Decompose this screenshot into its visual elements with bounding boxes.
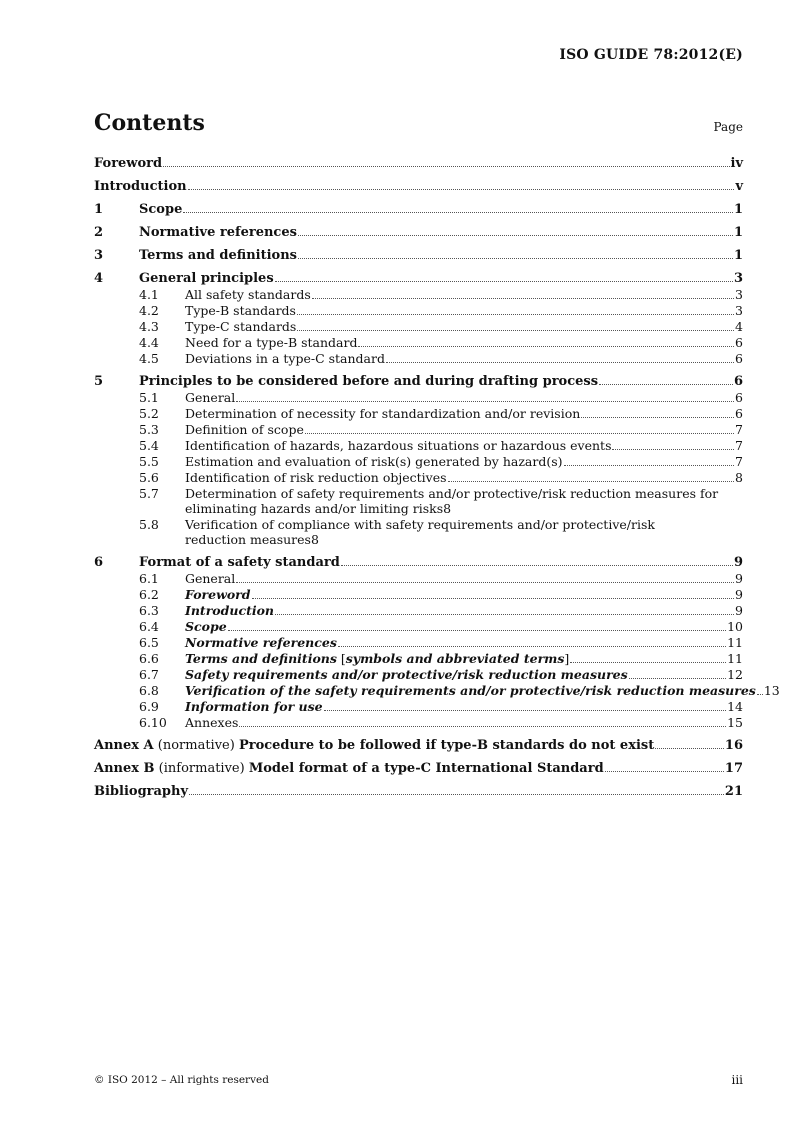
leader-dots [599, 384, 733, 385]
leader-dots [163, 166, 729, 167]
leader-dots [341, 565, 733, 566]
toc-subsection-4-3[interactable]: 4.3 Type-C standards 4 [139, 319, 743, 334]
toc-subsection-6-8[interactable]: 6.8 Verification of the safety requirements and/or protective/risk reduction measures 13 [139, 683, 780, 698]
toc-section-4[interactable]: 4 General principles 3 [94, 271, 743, 286]
toc-section-5[interactable]: 5 Principles to be considered before and during drafting process 6 [94, 374, 743, 389]
leader-dots [757, 694, 763, 695]
leader-dots [252, 598, 735, 599]
leader-dots [605, 771, 724, 772]
leader-dots [312, 298, 734, 299]
leader-dots [239, 726, 726, 727]
title-row [94, 110, 743, 140]
toc-bibliography[interactable]: Bibliography 21 [94, 784, 743, 799]
toc-annex-b[interactable]: Annex B (informative) Model format of a type-C International Standard 17 [94, 761, 743, 776]
toc-subsection-4-1[interactable]: 4.1 All safety standards 3 [139, 287, 743, 302]
leader-dots [275, 281, 733, 282]
document-id: ISO GUIDE 78:2012(E) [559, 47, 743, 63]
leader-dots [236, 582, 734, 583]
leader-dots [629, 678, 726, 679]
toc-introduction[interactable]: Introduction v [94, 179, 743, 194]
leader-dots [297, 314, 734, 315]
toc-subsection-5-1[interactable]: 5.1 General 6 [139, 390, 743, 405]
toc-subsection-5-2[interactable]: 5.2 Determination of necessity for standardization and/or revision 6 [139, 406, 743, 421]
toc-subsection-5-5[interactable]: 5.5 Estimation and evaluation of risk(s) generated by hazard(s) 7 [139, 454, 743, 469]
leader-dots [305, 433, 734, 434]
copyright-notice: © ISO 2012 – All rights reserved [94, 1074, 269, 1086]
toc-subsection-4-4[interactable]: 4.4 Need for a type-B standard 6 [139, 335, 743, 350]
table-of-contents [94, 156, 780, 799]
leader-dots [358, 346, 734, 347]
toc-subsection-6-9[interactable]: 6.9 Information for use 14 [139, 699, 743, 714]
leader-dots [655, 748, 724, 749]
toc-subsection-6-7[interactable]: 6.7 Safety requirements and/or protective/risk reduction measures 12 [139, 667, 743, 682]
page-number: iii [731, 1073, 743, 1087]
leader-dots [298, 235, 733, 236]
toc-subsection-5-7[interactable]: 5.7 Determination of safety requirements and/or protective/risk reduction measures for eliminating hazards and/or limiting risks 8 [139, 486, 719, 516]
leader-dots [386, 362, 734, 363]
toc-section-2[interactable]: 2 Normative references 1 [94, 225, 743, 240]
toc-subsection-4-2[interactable]: 4.2 Type-B standards 3 [139, 303, 743, 318]
toc-subsection-6-10[interactable]: 6.10 Annexes 15 [139, 715, 743, 730]
leader-dots [275, 614, 734, 615]
leader-dots [612, 449, 734, 450]
toc-annex-a[interactable]: Annex A (normative) Procedure to be followed if type-B standards do not exist 16 [94, 738, 743, 753]
toc-subsection-5-3[interactable]: 5.3 Definition of scope 7 [139, 422, 743, 437]
leader-dots [189, 794, 724, 795]
toc-subsection-6-3[interactable]: 6.3 Introduction 9 [139, 603, 743, 618]
toc-subsection-5-6[interactable]: 5.6 Identification of risk reduction objectives 8 [139, 470, 743, 485]
toc-subsection-6-5[interactable]: 6.5 Normative references 11 [139, 635, 743, 650]
leader-dots [338, 646, 726, 647]
toc-section-6[interactable]: 6 Format of a safety standard 9 [94, 555, 743, 570]
page-column-label: Page [713, 120, 743, 134]
toc-subsection-5-4[interactable]: 5.4 Identification of hazards, hazardous situations or hazardous events 7 [139, 438, 743, 453]
leader-dots [581, 417, 734, 418]
leader-dots [564, 465, 735, 466]
toc-subsection-4-5[interactable]: 4.5 Deviations in a type-C standard 6 [139, 351, 743, 366]
toc-subsection-6-6[interactable]: 6.6 Terms and definitions [symbols and abbreviated terms] 11 [139, 651, 743, 666]
leader-dots [570, 662, 726, 663]
leader-dots [448, 481, 735, 482]
toc-subsection-6-4[interactable]: 6.4 Scope 10 [139, 619, 743, 634]
leader-dots [228, 630, 726, 631]
leader-dots [324, 710, 727, 711]
leader-dots [183, 212, 733, 213]
toc-foreword[interactable]: Foreword iv [94, 156, 743, 171]
toc-subsection-5-8[interactable]: 5.8 Verification of compliance with safety requirements and/or protective/risk reduction measures 8 [139, 517, 655, 547]
toc-section-3[interactable]: 3 Terms and definitions 1 [94, 248, 743, 263]
leader-dots [298, 258, 733, 259]
page-title: Contents [94, 110, 205, 136]
leader-dots [297, 330, 734, 331]
leader-dots [236, 401, 734, 402]
toc-subsection-6-1[interactable]: 6.1 General 9 [139, 571, 743, 586]
toc-subsection-6-2[interactable]: 6.2 Foreword 9 [139, 587, 743, 602]
leader-dots [188, 189, 735, 190]
toc-section-1[interactable]: 1 Scope 1 [94, 202, 743, 217]
